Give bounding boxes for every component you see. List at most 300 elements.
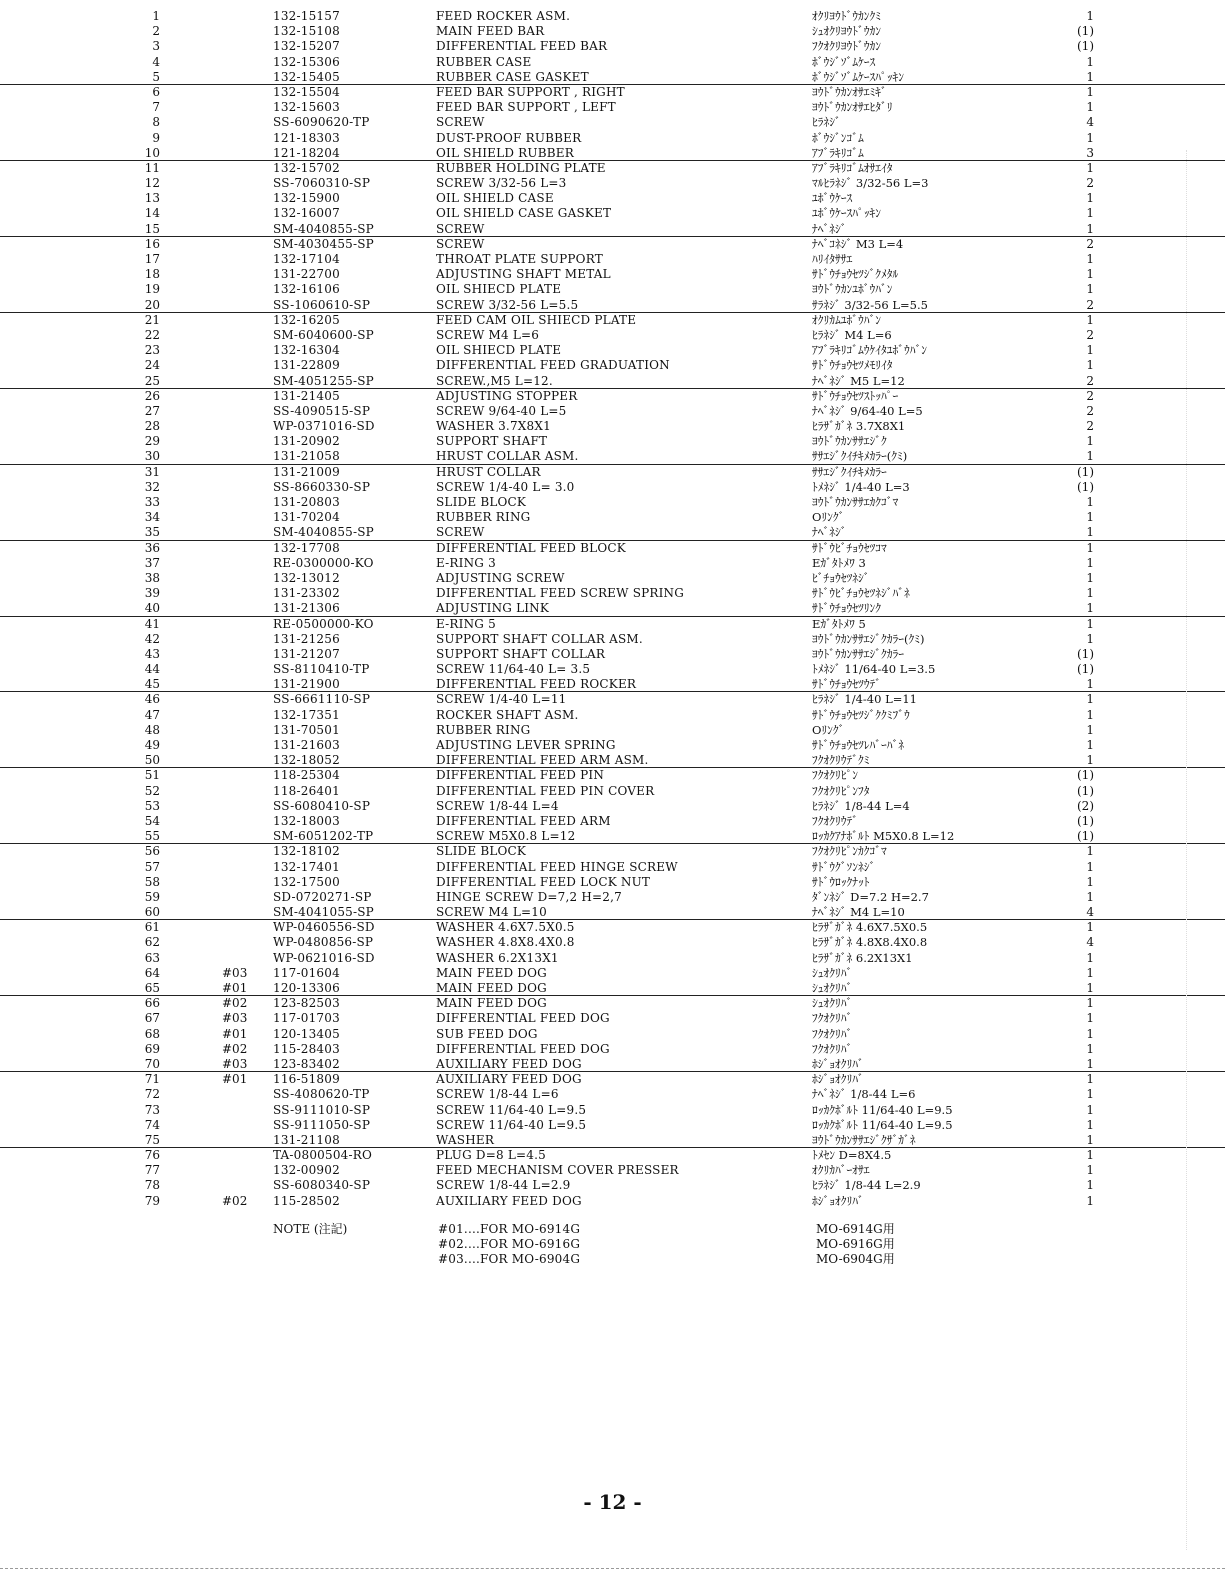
item-number: 3 bbox=[152, 39, 160, 54]
quantity: 2 bbox=[1086, 419, 1094, 434]
japanese-name: ﾋﾗﾈｼﾞ bbox=[812, 115, 841, 130]
japanese-name: ﾕﾎﾞｳｹｰｽﾊﾟｯｷﾝ bbox=[812, 206, 881, 221]
table-row bbox=[0, 556, 1225, 571]
table-row bbox=[0, 996, 1225, 1011]
table-row bbox=[0, 692, 1225, 707]
part-description: FEED MECHANISM COVER PRESSER bbox=[436, 1163, 679, 1178]
quantity: 1 bbox=[1086, 996, 1094, 1011]
table-row bbox=[0, 465, 1225, 480]
quantity: (1) bbox=[1077, 813, 1094, 828]
part-number: SS-8660330-SP bbox=[273, 479, 371, 494]
item-number: 22 bbox=[144, 327, 160, 342]
quantity: 1 bbox=[1086, 1193, 1094, 1208]
model-note: #02 bbox=[222, 1193, 248, 1208]
part-number: 131-21603 bbox=[273, 738, 340, 752]
note-row bbox=[0, 1237, 1225, 1252]
part-number: 132-17351 bbox=[273, 707, 340, 722]
part-number: SD-0720271-SP bbox=[273, 889, 372, 904]
quantity: 1 bbox=[1086, 525, 1094, 540]
item-number: 9 bbox=[152, 130, 160, 145]
item-number: 37 bbox=[144, 555, 160, 570]
japanese-name: ｻﾄﾞｳﾁｮｳｾﾂｼﾞｸｸﾐﾌﾞｳ bbox=[812, 707, 910, 722]
item-number: 47 bbox=[144, 707, 160, 722]
japanese-name: ﾌｸｵｸﾘﾖｳﾄﾞｳｶﾝ bbox=[812, 39, 881, 54]
item-number: 26 bbox=[144, 388, 160, 403]
part-description: HRUST COLLAR bbox=[436, 464, 541, 479]
part-number: SM-4041055-SP bbox=[273, 905, 374, 920]
part-number: WP-0460556-SD bbox=[273, 920, 375, 935]
part-description: DIFFERENTIAL FEED ROCKER bbox=[436, 677, 637, 692]
part-description: OIL SHIECD PLATE bbox=[436, 282, 562, 297]
part-number: 131-20803 bbox=[273, 495, 340, 509]
page-bottom-rule bbox=[0, 1568, 1225, 1569]
quantity: 1 bbox=[1086, 1178, 1094, 1193]
part-description: HRUST COLLAR ASM. bbox=[436, 449, 579, 464]
item-number: 19 bbox=[144, 282, 160, 297]
table-row bbox=[0, 146, 1225, 161]
part-number: WP-0371016-SD bbox=[273, 419, 375, 434]
part-number: SM-4040855-SP bbox=[273, 221, 374, 236]
item-number: 42 bbox=[144, 631, 160, 646]
quantity: 1 bbox=[1086, 601, 1094, 616]
notes-heading: NOTE (注記) bbox=[273, 1222, 348, 1236]
part-number: 132-15702 bbox=[273, 160, 340, 175]
table-row bbox=[0, 829, 1225, 844]
japanese-name: ﾋﾗﾈｼﾞ 1/8-44 L=4 bbox=[812, 798, 910, 813]
item-number: 52 bbox=[144, 783, 160, 798]
part-number: 132-15504 bbox=[273, 84, 340, 99]
quantity: 1 bbox=[1086, 1087, 1094, 1102]
table-row bbox=[0, 24, 1225, 39]
part-number: SM-6051202-TP bbox=[273, 829, 374, 844]
item-number: 54 bbox=[144, 813, 160, 828]
item-number: 44 bbox=[144, 662, 160, 677]
item-number: 35 bbox=[144, 525, 160, 540]
quantity: 1 bbox=[1086, 206, 1094, 221]
japanese-name: ﾌｸｵｸﾘﾋﾟﾝﾌﾀ bbox=[812, 783, 870, 798]
quantity: 1 bbox=[1086, 358, 1094, 373]
quantity: (1) bbox=[1077, 479, 1094, 494]
part-number: 115-28403 bbox=[273, 1041, 340, 1056]
part-number: SS-9111050-SP bbox=[273, 1117, 371, 1132]
part-number: 131-21306 bbox=[273, 601, 340, 616]
part-description: E-RING 3 bbox=[436, 555, 496, 570]
part-description: FEED BAR SUPPORT , LEFT bbox=[436, 100, 616, 115]
table-row bbox=[0, 449, 1225, 464]
item-number: 12 bbox=[144, 176, 160, 191]
part-number: 118-25304 bbox=[273, 768, 340, 783]
quantity: (1) bbox=[1077, 783, 1094, 798]
quantity: 1 bbox=[1086, 160, 1094, 175]
table-row bbox=[0, 267, 1225, 282]
table-row bbox=[0, 1011, 1225, 1026]
part-number: WP-0480856-SP bbox=[273, 935, 374, 950]
part-number: TA-0800504-RO bbox=[273, 1148, 373, 1163]
model-note: #03 bbox=[222, 1011, 248, 1026]
item-number: 65 bbox=[144, 981, 160, 995]
table-row bbox=[0, 662, 1225, 677]
part-description: SUPPORT SHAFT bbox=[436, 434, 548, 449]
part-number: SM-4030455-SP bbox=[273, 236, 374, 251]
model-note: #03 bbox=[222, 965, 248, 980]
japanese-name: Eｶﾞﾀﾄﾒﾜ 5 bbox=[812, 616, 866, 631]
table-row bbox=[0, 374, 1225, 389]
quantity: 1 bbox=[1086, 950, 1094, 965]
item-number: 17 bbox=[144, 252, 160, 266]
japanese-name: ﾛｯｶｸﾎﾞﾙﾄ 11/64-40 L=9.5 bbox=[812, 1117, 953, 1132]
quantity: 1 bbox=[1086, 510, 1094, 525]
japanese-name: ﾄﾒｾﾝ D=8X4.5 bbox=[812, 1148, 892, 1163]
part-description: ADJUSTING LEVER SPRING bbox=[436, 738, 616, 752]
part-number: 132-15207 bbox=[273, 39, 340, 54]
table-row bbox=[0, 1042, 1225, 1057]
table-row bbox=[0, 252, 1225, 267]
part-number: SS-7060310-SP bbox=[273, 176, 371, 191]
japanese-name: ﾅﾍﾞﾈｼﾞ 9/64-40 L=5 bbox=[812, 403, 923, 418]
part-description: RUBBER RING bbox=[436, 510, 531, 525]
part-number: 132-16106 bbox=[273, 282, 340, 297]
quantity: 1 bbox=[1086, 100, 1094, 115]
item-number: 51 bbox=[144, 768, 160, 783]
quantity: 3 bbox=[1086, 145, 1094, 160]
table-row bbox=[0, 647, 1225, 662]
japanese-name: ﾛｯｶｸｱﾅﾎﾞﾙﾄ M5X0.8 L=12 bbox=[812, 829, 955, 844]
japanese-name: ﾌｸｵｸﾘﾊﾞ bbox=[812, 1041, 853, 1056]
japanese-name: ﾎﾞｳｼﾞｿﾞﾑｹｰｽﾊﾟｯｷﾝ bbox=[812, 69, 904, 84]
item-number: 63 bbox=[144, 950, 160, 965]
table-row bbox=[0, 753, 1225, 768]
part-number: 121-18303 bbox=[273, 130, 340, 145]
part-description: DIFFERENTIAL FEED DOG bbox=[436, 1011, 610, 1026]
quantity: 1 bbox=[1086, 1072, 1094, 1087]
japanese-name: ﾋﾗｻﾞｶﾞﾈ 4.8X8.4X0.8 bbox=[812, 935, 928, 950]
table-row bbox=[0, 9, 1225, 24]
part-description: DIFFERENTIAL FEED PIN bbox=[436, 768, 605, 783]
note-row bbox=[0, 1252, 1225, 1267]
item-number: 76 bbox=[144, 1148, 160, 1163]
part-number: 120-13306 bbox=[273, 981, 340, 995]
quantity: 4 bbox=[1086, 935, 1094, 950]
japanese-name: ﾖｳﾄﾞｳｶﾝｵｻｴﾋﾀﾞﾘ bbox=[812, 100, 893, 115]
item-number: 11 bbox=[144, 160, 160, 175]
item-number: 40 bbox=[144, 601, 160, 616]
japanese-name: ﾅﾍﾞﾈｼﾞ M4 L=10 bbox=[812, 905, 905, 920]
part-number: 123-82503 bbox=[273, 996, 340, 1011]
model-note: #03 bbox=[222, 1056, 248, 1071]
part-description: SCREW 3/32-56 L=3 bbox=[436, 176, 567, 191]
quantity: 1 bbox=[1086, 343, 1094, 358]
part-description: SCREW bbox=[436, 525, 485, 540]
table-row bbox=[0, 237, 1225, 252]
quantity: 1 bbox=[1086, 692, 1094, 707]
japanese-name: ﾋﾗｻﾞｶﾞﾈ 4.6X7.5X0.5 bbox=[812, 920, 928, 935]
part-description: SLIDE BLOCK bbox=[436, 844, 527, 859]
part-number: 131-21405 bbox=[273, 388, 340, 403]
quantity: 1 bbox=[1086, 616, 1094, 631]
table-row bbox=[0, 495, 1225, 510]
item-number: 31 bbox=[144, 464, 160, 479]
part-number: SM-4040855-SP bbox=[273, 525, 374, 540]
table-row bbox=[0, 161, 1225, 176]
part-number: 132-17708 bbox=[273, 540, 340, 555]
part-number: 118-26401 bbox=[273, 783, 340, 798]
part-number: 132-00902 bbox=[273, 1163, 340, 1178]
note-model: MO-6916G用 bbox=[816, 1237, 895, 1251]
part-description: SCREW bbox=[436, 115, 485, 130]
note-model: MO-6914G用 bbox=[816, 1222, 895, 1236]
item-number: 58 bbox=[144, 874, 160, 889]
item-number: 33 bbox=[144, 495, 160, 509]
table-row bbox=[0, 191, 1225, 206]
quantity: 1 bbox=[1086, 555, 1094, 570]
part-number: 132-17104 bbox=[273, 252, 340, 266]
quantity: 1 bbox=[1086, 130, 1094, 145]
quantity: 1 bbox=[1086, 981, 1094, 995]
part-description: SCREW 11/64-40 L=9.5 bbox=[436, 1102, 587, 1117]
quantity: 1 bbox=[1086, 69, 1094, 84]
japanese-name: ﾖｳﾄﾞｳｶﾝｻｻｴｼﾞｸ bbox=[812, 434, 887, 449]
quantity: 1 bbox=[1086, 889, 1094, 904]
item-number: 36 bbox=[144, 540, 160, 555]
quantity: (1) bbox=[1077, 39, 1094, 54]
part-description: SCREW 11/64-40 L= 3.5 bbox=[436, 662, 591, 677]
part-description: DIFFERENTIAL FEED DOG bbox=[436, 1041, 610, 1056]
table-row bbox=[0, 799, 1225, 814]
table-row bbox=[0, 100, 1225, 115]
table-row bbox=[0, 1178, 1225, 1193]
quantity: (2) bbox=[1077, 798, 1094, 813]
quantity: 2 bbox=[1086, 327, 1094, 342]
part-number: 116-51809 bbox=[273, 1072, 340, 1087]
table-row bbox=[0, 784, 1225, 799]
part-number: 132-16205 bbox=[273, 312, 340, 327]
item-number: 77 bbox=[144, 1163, 160, 1178]
part-description: DIFFERENTIAL FEED SCREW SPRING bbox=[436, 586, 685, 601]
japanese-name: ﾋﾗﾈｼﾞ M4 L=6 bbox=[812, 327, 892, 342]
part-number: 131-22809 bbox=[273, 358, 340, 373]
part-description: E-RING 5 bbox=[436, 616, 496, 631]
part-number: SS-8110410-TP bbox=[273, 662, 370, 677]
table-row bbox=[0, 632, 1225, 647]
table-row bbox=[0, 1148, 1225, 1163]
part-description: SLIDE BLOCK bbox=[436, 495, 527, 509]
part-description: PLUG D=8 L=4.5 bbox=[436, 1148, 546, 1163]
japanese-name: ﾊﾘｲﾀｻｻｴ bbox=[812, 252, 853, 266]
item-number: 15 bbox=[144, 221, 160, 236]
japanese-name: ｻﾄﾞｳﾁｮｳｾﾂｽﾄｯﾊﾟｰ bbox=[812, 388, 899, 403]
japanese-name: ﾅﾍﾞﾈｼﾞ bbox=[812, 525, 847, 540]
japanese-name: ﾌｸｵｸﾘﾊﾞ bbox=[812, 1026, 853, 1041]
part-number: SS-6661110-SP bbox=[273, 692, 371, 707]
table-row bbox=[0, 1194, 1225, 1209]
model-note: #02 bbox=[222, 996, 248, 1011]
table-row bbox=[0, 601, 1225, 616]
table-row bbox=[0, 1103, 1225, 1118]
table-row bbox=[0, 1133, 1225, 1148]
quantity: (1) bbox=[1077, 646, 1094, 661]
japanese-name: ﾕﾎﾞｳｹｰｽ bbox=[812, 191, 853, 206]
item-number: 10 bbox=[144, 145, 160, 160]
note-code: #01....FOR MO-6914G bbox=[438, 1222, 581, 1236]
part-description: DIFFERENTIAL FEED GRADUATION bbox=[436, 358, 670, 373]
quantity: 1 bbox=[1086, 312, 1094, 327]
part-description: SCREW 1/4-40 L= 3.0 bbox=[436, 479, 575, 494]
part-description: DIFFERENTIAL FEED BLOCK bbox=[436, 540, 626, 555]
quantity: 1 bbox=[1086, 1056, 1094, 1071]
item-number: 67 bbox=[144, 1011, 160, 1026]
item-number: 41 bbox=[144, 616, 160, 631]
part-number: 131-21900 bbox=[273, 677, 340, 692]
item-number: 69 bbox=[144, 1041, 160, 1056]
part-number: SM-6040600-SP bbox=[273, 327, 374, 342]
part-description: OIL SHIELD RUBBER bbox=[436, 145, 574, 160]
part-number: 132-15108 bbox=[273, 24, 340, 39]
quantity: 1 bbox=[1086, 540, 1094, 555]
table-row bbox=[0, 981, 1225, 996]
quantity: 1 bbox=[1086, 1148, 1094, 1163]
quantity: 1 bbox=[1086, 677, 1094, 692]
quantity: 1 bbox=[1086, 844, 1094, 859]
table-row bbox=[0, 1027, 1225, 1042]
part-number: SS-6080410-SP bbox=[273, 798, 371, 813]
item-number: 21 bbox=[144, 312, 160, 327]
part-description: SUB FEED DOG bbox=[436, 1026, 538, 1041]
quantity: (1) bbox=[1077, 768, 1094, 783]
part-number: 132-16007 bbox=[273, 206, 340, 221]
item-number: 18 bbox=[144, 267, 160, 282]
quantity: 1 bbox=[1086, 859, 1094, 874]
table-row bbox=[0, 844, 1225, 859]
item-number: 5 bbox=[152, 69, 160, 84]
item-number: 32 bbox=[144, 479, 160, 494]
japanese-name: ｻﾄﾞｳﾁｮｳｾﾂﾚﾊﾞｰﾊﾞﾈ bbox=[812, 738, 904, 752]
item-number: 39 bbox=[144, 586, 160, 601]
table-row bbox=[0, 480, 1225, 495]
quantity: (1) bbox=[1077, 24, 1094, 39]
part-description: MAIN FEED DOG bbox=[436, 996, 547, 1011]
japanese-name: ﾎｼﾞｮｵｸﾘﾊﾞ bbox=[812, 1193, 864, 1208]
item-number: 43 bbox=[144, 646, 160, 661]
item-number: 34 bbox=[144, 510, 160, 525]
part-description: RUBBER CASE GASKET bbox=[436, 69, 589, 84]
part-number: 120-13405 bbox=[273, 1026, 340, 1041]
quantity: 2 bbox=[1086, 373, 1094, 388]
part-number: 132-18102 bbox=[273, 844, 340, 859]
quantity: 1 bbox=[1086, 1117, 1094, 1132]
japanese-name: ﾏﾙﾋﾗﾈｼﾞ 3/32-56 L=3 bbox=[812, 176, 929, 191]
table-row bbox=[0, 723, 1225, 738]
item-number: 56 bbox=[144, 844, 160, 859]
table-row bbox=[0, 282, 1225, 297]
quantity: 2 bbox=[1086, 297, 1094, 312]
item-number: 24 bbox=[144, 358, 160, 373]
part-number: 132-15157 bbox=[273, 9, 340, 23]
japanese-name: ｻﾄﾞｳｸﾞｿﾝﾈｼﾞ bbox=[812, 859, 876, 874]
part-description: SCREW 3/32-56 L=5.5 bbox=[436, 297, 579, 312]
japanese-name: ｼｭｵｸﾘﾖｳﾄﾞｳｶﾝ bbox=[812, 24, 881, 39]
table-row bbox=[0, 1072, 1225, 1087]
item-number: 8 bbox=[152, 115, 160, 130]
item-number: 57 bbox=[144, 859, 160, 874]
japanese-name: Oﾘﾝｸﾞ bbox=[812, 510, 845, 525]
table-row bbox=[0, 55, 1225, 70]
part-description: WASHER bbox=[436, 1132, 495, 1147]
part-number: 131-21108 bbox=[273, 1132, 340, 1147]
item-number: 46 bbox=[144, 692, 160, 707]
item-number: 53 bbox=[144, 798, 160, 813]
part-number: SS-1060610-SP bbox=[273, 297, 371, 312]
part-number: SS-6090620-TP bbox=[273, 115, 370, 130]
table-row bbox=[0, 298, 1225, 313]
item-number: 45 bbox=[144, 677, 160, 692]
japanese-name: ｻﾄﾞｳﾋﾞﾁｮｳｾﾂﾈｼﾞﾊﾞﾈ bbox=[812, 586, 910, 601]
japanese-name: ｻｻｴｼﾞｸｲﾁｷﾒｶﾗｰ bbox=[812, 464, 887, 479]
part-number: 132-16304 bbox=[273, 343, 340, 358]
note-code: #02....FOR MO-6916G bbox=[438, 1237, 581, 1251]
table-row bbox=[0, 571, 1225, 586]
item-number: 79 bbox=[144, 1193, 160, 1208]
table-row bbox=[0, 39, 1225, 54]
item-number: 66 bbox=[144, 996, 160, 1011]
part-number: 131-70204 bbox=[273, 510, 340, 525]
japanese-name: ﾎﾞｳｼﾞｿﾞﾑｹｰｽ bbox=[812, 54, 876, 69]
part-description: HINGE SCREW D=7,2 H=2,7 bbox=[436, 889, 622, 904]
quantity: 1 bbox=[1086, 495, 1094, 509]
part-description: MAIN FEED BAR bbox=[436, 24, 545, 39]
part-description: DIFFERENTIAL FEED PIN COVER bbox=[436, 783, 655, 798]
japanese-name: ﾖｳﾄﾞｳｶﾝｻｻｴｼﾞｸｶﾗｰ(ｸﾐ) bbox=[812, 631, 925, 646]
japanese-name: ｵｸﾘｶﾊﾞｰｵｻｴ bbox=[812, 1163, 870, 1178]
part-description: SCREW 11/64-40 L=9.5 bbox=[436, 1117, 587, 1132]
item-number: 28 bbox=[144, 419, 160, 434]
item-number: 29 bbox=[144, 434, 160, 449]
model-note: #01 bbox=[222, 1026, 248, 1041]
japanese-name: Eｶﾞﾀﾄﾒﾜ 3 bbox=[812, 555, 866, 570]
item-number: 4 bbox=[152, 54, 160, 69]
table-row bbox=[0, 1118, 1225, 1133]
item-number: 71 bbox=[144, 1072, 160, 1087]
part-number: RE-0300000-KO bbox=[273, 555, 374, 570]
quantity: 1 bbox=[1086, 631, 1094, 646]
japanese-name: ﾎﾞｳｼﾞﾝｺﾞﾑ bbox=[812, 130, 864, 145]
item-number: 49 bbox=[144, 738, 160, 752]
part-number: 132-13012 bbox=[273, 570, 340, 585]
quantity: (1) bbox=[1077, 662, 1094, 677]
japanese-name: ﾎｼﾞｮｵｸﾘﾊﾞ bbox=[812, 1056, 864, 1071]
table-row bbox=[0, 875, 1225, 890]
table-row bbox=[0, 222, 1225, 237]
table-row bbox=[0, 768, 1225, 783]
part-description: OIL SHIECD PLATE bbox=[436, 343, 562, 358]
item-number: 59 bbox=[144, 889, 160, 904]
item-number: 64 bbox=[144, 965, 160, 980]
quantity: 1 bbox=[1086, 267, 1094, 282]
part-description: SCREW.,M5 L=12. bbox=[436, 373, 553, 388]
japanese-name: ﾌｸｵｸﾘﾊﾞ bbox=[812, 1011, 853, 1026]
table-row bbox=[0, 814, 1225, 829]
japanese-name: ﾖｳﾄﾞｳｶﾝｵｻｴﾐｷﾞ bbox=[812, 84, 887, 99]
japanese-name: ﾖｳﾄﾞｳｶﾝｻｻｴｼﾞｸｶﾗｰ bbox=[812, 646, 904, 661]
part-number: 131-21207 bbox=[273, 646, 340, 661]
part-number: 117-01703 bbox=[273, 1011, 340, 1026]
table-row bbox=[0, 419, 1225, 434]
part-description: SCREW 9/64-40 L=5 bbox=[436, 403, 567, 418]
part-number: SS-4080620-TP bbox=[273, 1087, 370, 1102]
quantity: 1 bbox=[1086, 84, 1094, 99]
item-number: 1 bbox=[152, 9, 160, 23]
quantity: 2 bbox=[1086, 388, 1094, 403]
model-note: #01 bbox=[222, 981, 248, 995]
